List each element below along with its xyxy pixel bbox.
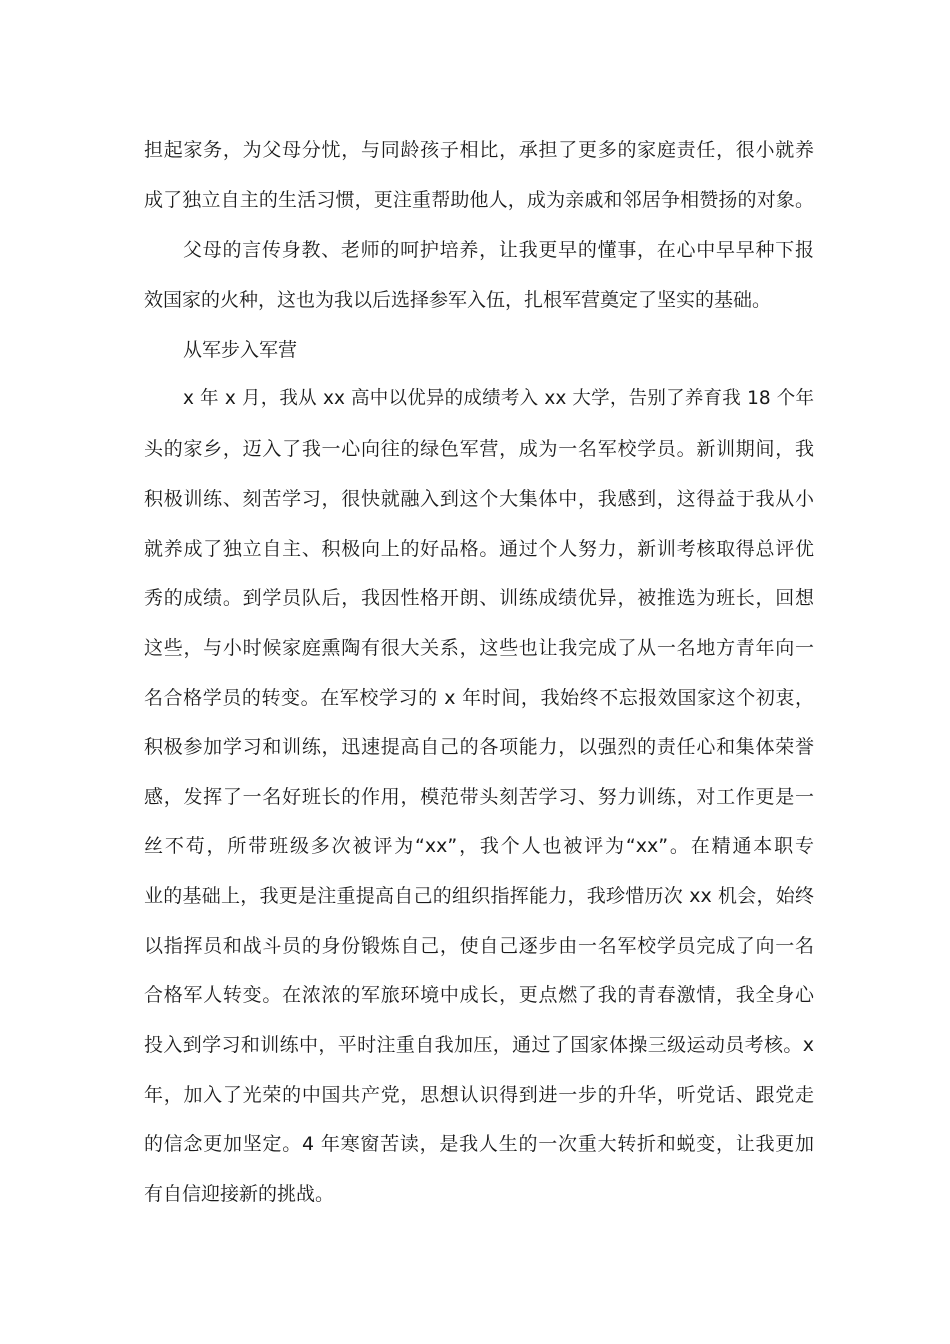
- text-line: 就养成了独立自主、积极向上的好品格。通过个人努力，新训考核取得总评优: [144, 538, 814, 560]
- text-line: 丝不苟，所带班级多次被评为“xx”，我个人也被评为“xx”。在精通本职专: [144, 835, 814, 857]
- text-line: 业的基础上，我更是注重提高自己的组织指挥能力，我珍惜历次 xx 机会，始终: [144, 885, 814, 907]
- text-line: 秀的成绩。到学员队后，我因性格开朗、训练成绩优异，被推选为班长，回想: [144, 587, 814, 609]
- text-line: 年，加入了光荣的中国共产党，思想认识得到进一步的升华，听党话、跟党走: [144, 1084, 814, 1106]
- text-line: 担起家务，为父母分忧，与同龄孩子相比，承担了更多的家庭责任，很小就养: [144, 139, 814, 161]
- text-line: 积极参加学习和训练，迅速提高自己的各项能力，以强烈的责任心和集体荣誉: [144, 736, 814, 758]
- text-line: 感，发挥了一名好班长的作用，模范带头刻苦学习、努力训练，对工作更是一: [144, 786, 814, 808]
- text-line: 以指挥员和战斗员的身份锻炼自己，使自己逐步由一名军校学员完成了向一名: [144, 935, 814, 957]
- text-line: 这些，与小时候家庭熏陶有很大关系，这些也让我完成了从一名地方青年向一: [144, 637, 814, 659]
- section-heading: 从军步入军营: [183, 339, 298, 361]
- text-line: 父母的言传身教、老师的呵护培养，让我更早的懂事，在心中早早种下报: [183, 239, 814, 261]
- text-line: 的信念更加坚定。4 年寒窗苦读，是我人生的一次重大转折和蜕变，让我更加: [144, 1133, 814, 1155]
- text-line: 成了独立自主的生活习惯，更注重帮助他人，成为亲戚和邻居争相赞扬的对象。: [144, 189, 814, 211]
- text-line: 头的家乡，迈入了我一心向往的绿色军营，成为一名军校学员。新训期间，我: [144, 438, 814, 460]
- text-line: 合格军人转变。在浓浓的军旅环境中成长，更点燃了我的青春激情，我全身心: [144, 984, 814, 1006]
- text-line: x 年 x 月，我从 xx 高中以优异的成绩考入 xx 大学，告别了养育我 18 个年: [183, 388, 814, 409]
- text-line: 名合格学员的转变。在军校学习的 x 年时间，我始终不忘报效国家这个初衷，: [144, 687, 814, 709]
- text-line: 积极训练、刻苦学习，很快就融入到这个大集体中，我感到，这得益于我从小: [144, 488, 814, 510]
- text-line: 有自信迎接新的挑战。: [144, 1183, 335, 1205]
- text-line: 效国家的火种，这也为我以后选择参军入伍，扎根军营奠定了坚实的基础。: [144, 289, 772, 311]
- text-line: 投入到学习和训练中，平时注重自我加压，通过了国家体操三级运动员考核。x: [144, 1034, 814, 1056]
